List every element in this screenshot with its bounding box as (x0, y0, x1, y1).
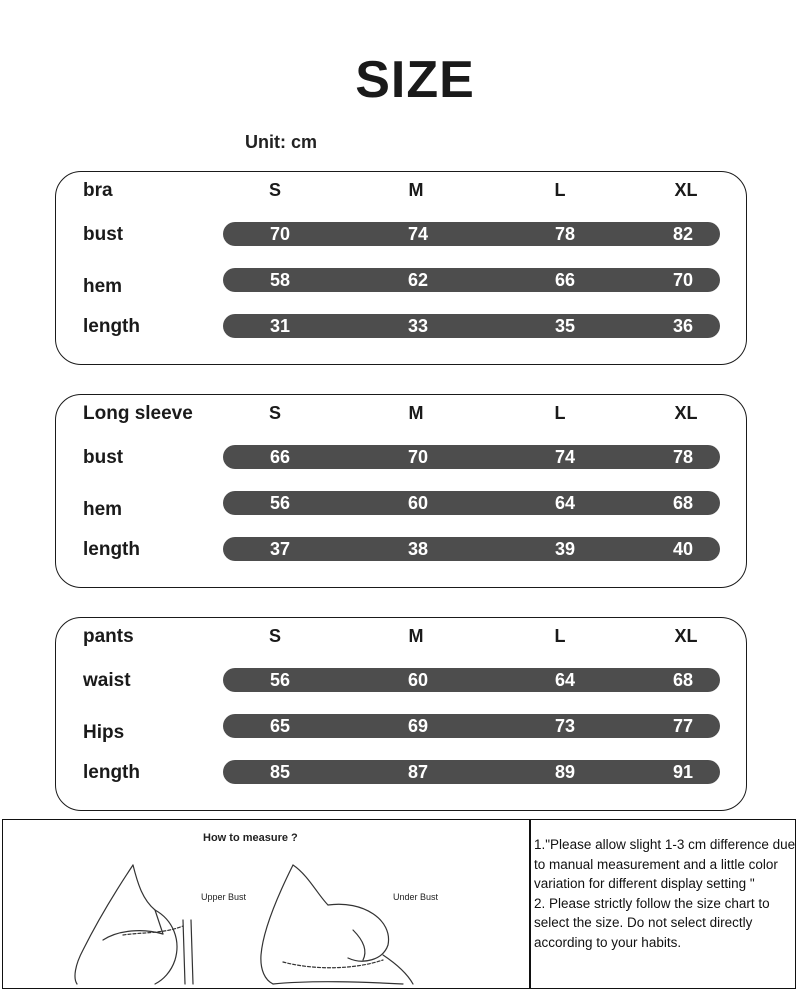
table-row (56, 491, 746, 519)
row-label: Hips (83, 722, 125, 743)
under-bust-label: Under Bust (393, 892, 439, 902)
size-header-xl: XL (674, 626, 698, 646)
table-name: bra (83, 180, 113, 201)
value-cell: 74 (407, 224, 429, 244)
size-table-pants (55, 617, 747, 811)
value-cell: 35 (554, 316, 576, 336)
table-row (56, 537, 746, 565)
value-cell: 73 (554, 716, 576, 736)
value-cell: 36 (672, 316, 694, 336)
value-cell: 60 (407, 670, 429, 690)
value-bar (223, 668, 720, 692)
size-header-l: L (554, 626, 566, 646)
notes (534, 835, 796, 952)
value-cell: 37 (269, 539, 291, 559)
value-cell: 58 (269, 270, 291, 290)
how-to-measure-heading: How to measure ? (203, 832, 298, 844)
size-header-m: M (408, 403, 424, 423)
page-title: SIZE (355, 51, 475, 109)
value-bar (223, 314, 720, 338)
value-cell: 91 (672, 762, 694, 782)
value-cell: 40 (672, 539, 694, 559)
value-cell: 66 (554, 270, 576, 290)
value-bar (223, 268, 720, 292)
value-cell: 87 (407, 762, 429, 782)
value-bar (223, 537, 720, 561)
size-header-m: M (408, 180, 424, 200)
value-cell: 65 (269, 716, 291, 736)
unit-label: Unit: cm (245, 132, 317, 152)
measure-guide-box (2, 819, 796, 989)
row-label: hem (83, 499, 123, 520)
divider (529, 820, 531, 988)
value-cell: 77 (672, 716, 694, 736)
value-cell: 66 (269, 447, 291, 467)
value-bar (223, 714, 720, 738)
value-cell: 85 (269, 762, 291, 782)
size-header-s: S (268, 403, 281, 423)
row-label: bust (83, 447, 124, 468)
size-table-bra (55, 171, 747, 365)
table-header (56, 626, 746, 650)
size-header-l: L (554, 403, 566, 423)
value-cell: 62 (407, 270, 429, 290)
size-header-s: S (268, 626, 281, 646)
value-bar (223, 445, 720, 469)
table-row (56, 668, 746, 696)
value-cell: 33 (407, 316, 429, 336)
body-measure-illustration (63, 860, 463, 985)
value-cell: 64 (554, 493, 576, 513)
value-cell: 60 (407, 493, 429, 513)
value-cell: 39 (554, 539, 576, 559)
value-cell: 38 (407, 539, 429, 559)
table-row (56, 760, 746, 788)
value-cell: 31 (269, 316, 291, 336)
table-header (56, 180, 746, 204)
value-cell: 70 (672, 270, 694, 290)
value-cell: 68 (672, 493, 694, 513)
row-label: length (83, 539, 140, 560)
value-cell: 89 (554, 762, 576, 782)
size-header-xl: XL (674, 403, 698, 423)
row-label: bust (83, 224, 124, 245)
table-header (56, 403, 746, 427)
table-row (56, 714, 746, 742)
value-cell: 74 (554, 447, 576, 467)
value-cell: 78 (554, 224, 576, 244)
value-bar (223, 222, 720, 246)
row-label: hem (83, 276, 123, 297)
table-row (56, 268, 746, 296)
value-cell: 69 (407, 716, 429, 736)
size-header-xl: XL (674, 180, 698, 200)
row-label: length (83, 762, 140, 783)
table-row (56, 445, 746, 473)
value-cell: 68 (672, 670, 694, 690)
table-name: Long sleeve (83, 403, 193, 424)
size-header-l: L (554, 180, 566, 200)
value-cell: 70 (269, 224, 291, 244)
note-2: 2. Please strictly follow the size chart to select the size. Do not select directly according to your habits. (534, 895, 770, 950)
size-header-m: M (408, 626, 424, 646)
value-cell: 64 (554, 670, 576, 690)
value-cell: 70 (407, 447, 429, 467)
value-cell: 56 (269, 670, 291, 690)
upper-bust-label: Upper Bust (201, 892, 247, 902)
value-cell: 82 (672, 224, 694, 244)
value-cell: 78 (672, 447, 694, 467)
value-cell: 56 (269, 493, 291, 513)
table-name: pants (83, 626, 134, 647)
table-row (56, 314, 746, 342)
row-label: waist (83, 670, 131, 691)
size-header-s: S (268, 180, 281, 200)
table-row (56, 222, 746, 250)
note-1: 1."Please allow slight 1-3 cm difference due to manual measurement and a little color variation for different display setting " (534, 837, 796, 891)
size-table-long-sleeve (55, 394, 747, 588)
value-bar (223, 760, 720, 784)
value-bar (223, 491, 720, 515)
row-label: length (83, 316, 140, 337)
